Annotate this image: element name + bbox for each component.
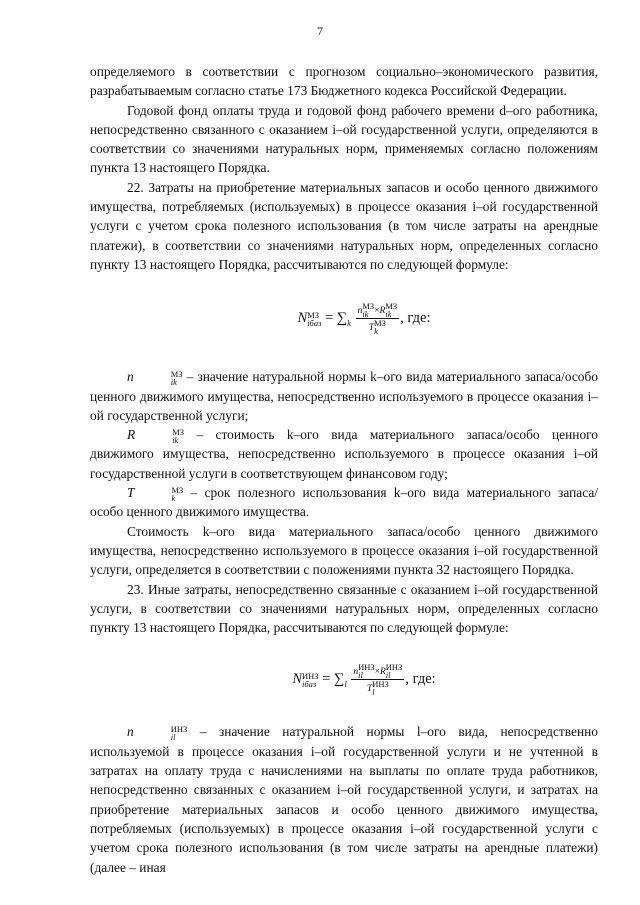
formula1-lhs: N МЗ iбаз <box>297 310 322 329</box>
symbol-r-mz: R МЗ ik <box>127 427 185 446</box>
formula2-lhs: N ИНЗ iбаз <box>292 671 319 690</box>
formula-material-costs: N МЗ iбаз = $\sum_k$ n МЗ ik ×R МЗ ik T МЗ k , где: <box>297 301 431 337</box>
formula2-fraction: n ИНЗ il ×R ИНЗ il T ИНЗ l <box>353 662 403 698</box>
formula-other-costs: N ИНЗ iбаз = $\sum_l$ n ИНЗ il ×R ИНЗ il T ИНЗ l , где: <box>292 662 436 698</box>
definition-r-mz: R МЗ ik – стоимость k–ого вида материального запаса/особо ценного движимого имущества, непосредственно используемого в процессе оказания i–ой государственной услуги в соответствующем финансовом году; <box>90 427 598 481</box>
formula1-sum: $\sum_k$ <box>336 310 351 328</box>
symbol-n-inz: n ИНЗ il <box>127 724 188 743</box>
page-number: 7 <box>317 24 323 38</box>
document-body <box>90 62 598 877</box>
formula1-tail: , где: <box>400 310 431 327</box>
paragraph-material-cost: Стоимость k–ого вида материального запаса/особо ценного движимого имущества, непосредственно используемого в процессе оказания i–ой государственной услуги, определяется в соответствии с положениями пункта 32 настоящего Порядка. <box>90 523 598 578</box>
paragraph-item-23: 23. Иные затраты, непосредственно связанные с оказанием i–ой государственной услуги, в соответствии со значениями натуральных норм, определенных согласно пункту 13 настоящего Порядка, рассчитываются по следующей формуле: <box>90 581 598 636</box>
formula1-fraction: n МЗ ik ×R МЗ ik T МЗ k <box>357 301 398 337</box>
paragraph-item-22: 22. Затраты на приобретение материальных запасов и особо ценного движимого имущества, потребляемых (используемых) в процессе оказания i–ой государственной услуги с учетом срока полезного использования (в том числе затраты на арендные платежи), в соответствии со значениями натуральных норм, определенных согласно пункту 13 настоящего Порядка, рассчитываются по следующей формуле: <box>90 179 598 272</box>
formula2-tail: , где: <box>405 671 436 688</box>
formula2-sum: $\sum_l$ <box>333 671 347 690</box>
definition-n-inz: n ИНЗ il – значение натуральной нормы l–ого вида, непосредственно используемой в процессе оказания i–ой государственной услуги и не учтенной в затратах на оплату труда с начислениями на выплаты по оплате труда работников, непосредственно связанных с оказанием i–ой государственной услуги, и затратах на приобретение материальных запасов и особо ценного движимого имущества, потребляемых (используемых) в процессе оказания i–ой государственной услуги с учетом срока полезного использования (в том числе затраты на арендные платежи) (далее – иная <box>90 724 598 875</box>
symbol-t-mz: T МЗ k <box>127 485 184 504</box>
paragraph-continuation: определяемого в соответствии с прогнозом социально–экономического развития, разрабатываемым согласно статье 173 Бюджетного кодекса Российской Федерации. <box>90 64 598 99</box>
definition-t-mz: T МЗ k – срок полезного использования k–ого вида материального запаса/особо ценного движимого имущества. <box>90 485 598 520</box>
paragraph-wage-fund: Годовой фонд оплаты труда и годовой фонд рабочего времени d–ого работника, непосредственно связанного с оказанием i–ой государственной услуги, определяются в соответствии со значениями натуральных норм, применяемых согласно положениям пункта 13 настоящего Порядка. <box>90 102 598 176</box>
symbol-n-mz: n МЗ ik <box>127 369 183 388</box>
definition-n-mz: n МЗ ik – значение натуральной нормы k–ого вида материального запаса/особо ценного движимого имущества, непосредственно используемого в процессе оказания i–ой государственной услуги; <box>90 369 598 423</box>
